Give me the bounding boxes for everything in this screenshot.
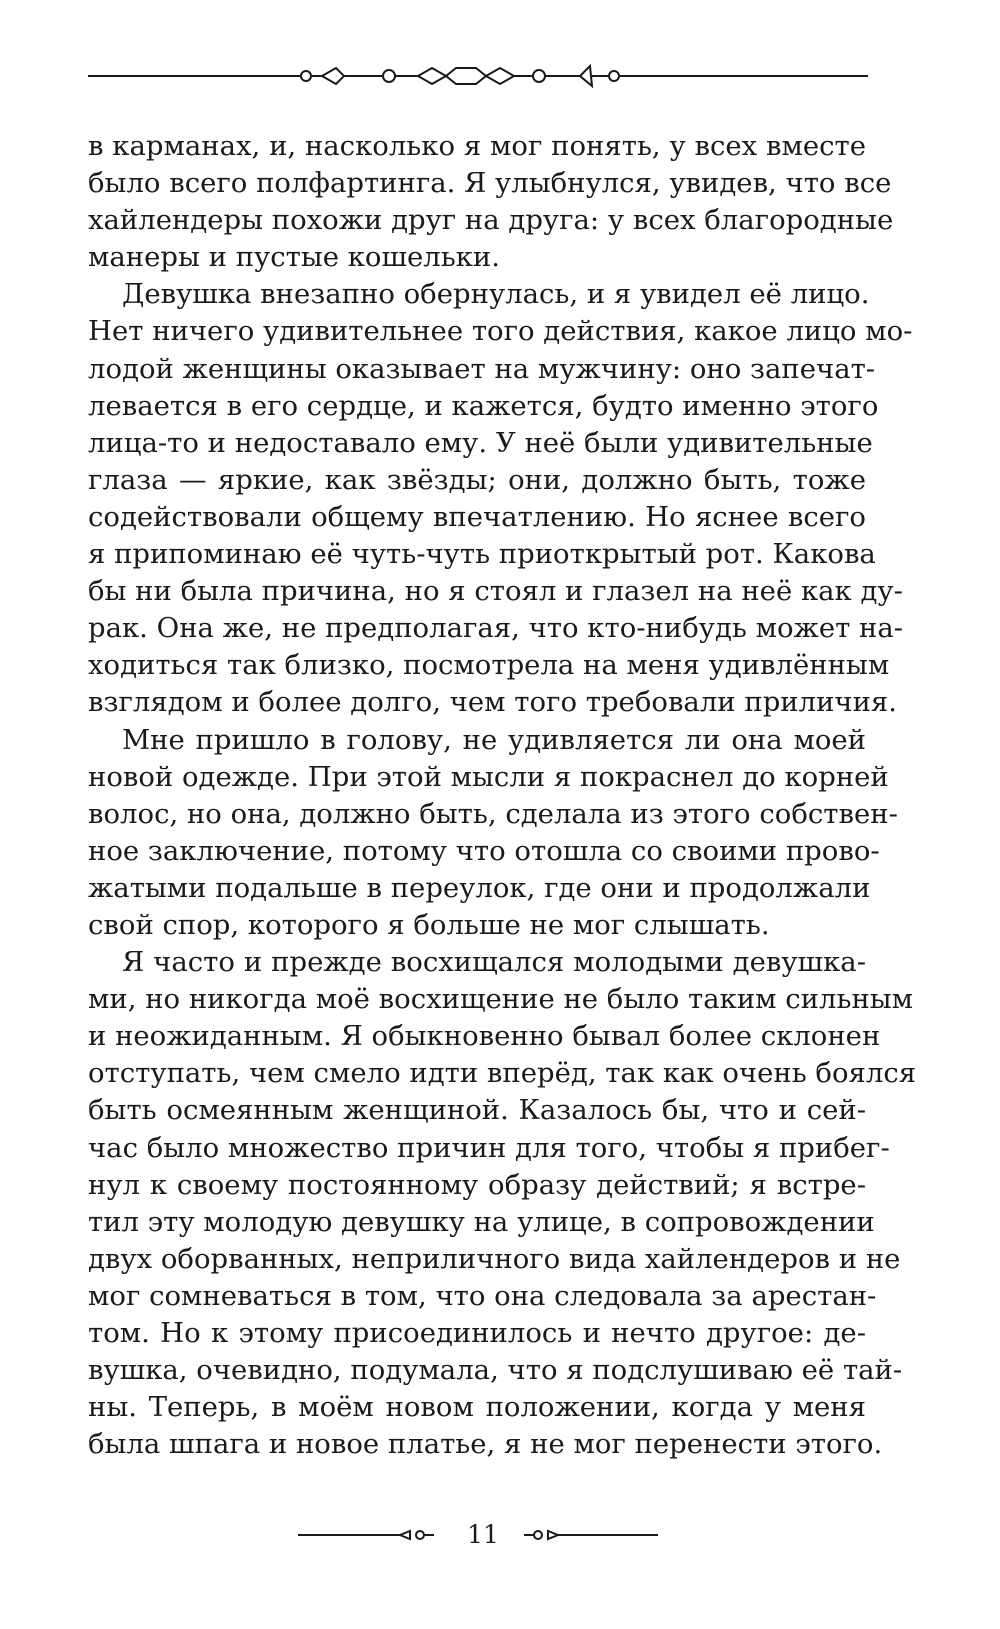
text-line: рак. Она же, не предполагая, что кто-нибудь может на- xyxy=(88,612,904,645)
text-line: мог сомневаться в том, что она следовала за арестан- xyxy=(88,1279,877,1312)
text-line: содействовали общему впечатлению. Но яснее всего xyxy=(88,500,866,533)
text-line: час было множество причин для того, чтобы я прибег- xyxy=(88,1131,890,1164)
text-line: нул к своему постоянному образу действий; я встре- xyxy=(88,1168,866,1201)
text-line: глаза — яркие, как звёзды; они, должно быть, тоже xyxy=(88,463,866,496)
text-line: Мне пришло в голову, не удивляется ли она моей xyxy=(122,723,866,756)
text-line: ми, но никогда моё восхищение не было таким сильным xyxy=(88,983,914,1016)
text-line: хайлендеры похожи друг на друга: у всех благородные xyxy=(88,204,894,237)
text-line: Девушка внезапно обернулась, и я увидел её лицо. xyxy=(122,278,870,311)
text-line: волос, но она, должно быть, сделала из этого собствен- xyxy=(88,797,898,830)
text-line: тил эту молодую девушку на улице, в сопровождении xyxy=(88,1205,875,1238)
text-line: ное заключение, потому что отошла со своими прово- xyxy=(88,834,880,867)
text-line: ходиться так близко, посмотрела на меня удивлённым xyxy=(88,649,890,682)
header-ornament-icon xyxy=(0,0,1000,110)
text-line: левается в его сердце, и кажется, будто именно этого xyxy=(88,389,879,422)
text-line: я припоминаю её чуть-чуть приоткрытый рот. Какова xyxy=(88,538,876,571)
text-line: было всего полфартинга. Я улыбнулся, увидев, что все xyxy=(88,167,892,200)
page-number: 11 xyxy=(467,1520,499,1549)
text-line: вушка, очевидно, подумала, что я подслушиваю её тай- xyxy=(88,1354,903,1387)
text-line: свой спор, которого я больше не мог слышать. xyxy=(88,908,770,941)
text-line: манеры и пустые кошельки. xyxy=(88,241,501,274)
text-line: новой одежде. При этой мысли я покраснел до корней xyxy=(88,760,889,793)
text-line: том. Но к этому присоединилось и нечто другое: де- xyxy=(88,1317,866,1349)
text-line: была шпага и новое платье, я не мог перенести этого. xyxy=(88,1428,883,1461)
text-line: Я часто и прежде восхищался молодыми девушка- xyxy=(122,946,866,979)
text-line: и неожиданным. Я обыкновенно бывал более склонен xyxy=(88,1020,881,1053)
text-line: двух оборванных, неприличного вида хайлендеров и не xyxy=(88,1242,901,1275)
text-line: взглядом и более долго, чем того требовали приличия. xyxy=(88,686,898,719)
body-text xyxy=(88,128,917,1463)
text-line: лица-то и недоставало ему. У неё были удивительные xyxy=(88,426,873,459)
text-line: отступать, чем смело идти вперёд, так как очень боялся xyxy=(88,1057,917,1090)
text-line: бы ни была причина, но я стоял и глазел на неё как ду- xyxy=(88,575,903,608)
text-line: жатыми подальше в переулок, где они и продолжали xyxy=(88,871,871,904)
text-line: ны. Теперь, в моём новом положении, когда у меня xyxy=(88,1391,866,1424)
text-line: в карманах, и, насколько я мог понять, у всех вместе xyxy=(88,130,866,162)
text-line: лодой женщины оказывает на мужчину: оно запечат- xyxy=(88,352,876,385)
text-line: быть осмеянным женщиной. Казалось бы, что и сей- xyxy=(88,1094,866,1127)
text-line: Нет ничего удивительнее того действия, какое лицо мо- xyxy=(88,315,913,348)
